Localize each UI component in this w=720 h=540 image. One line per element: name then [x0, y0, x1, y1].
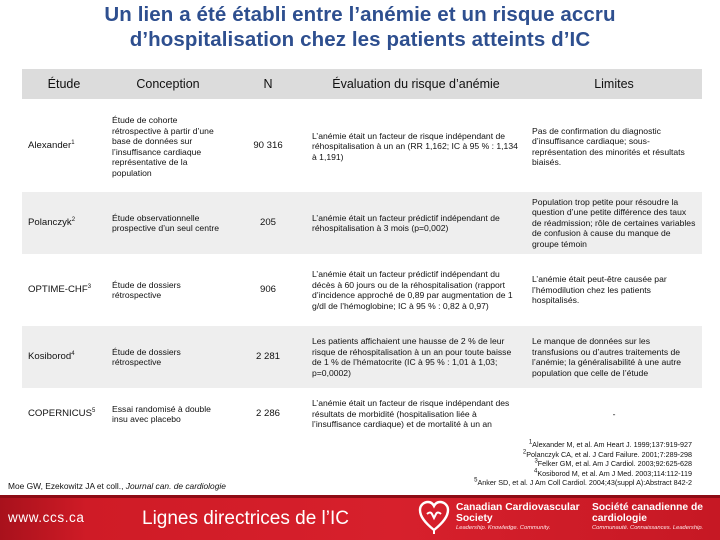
cell-design: Étude de dossiers rétrospective: [106, 326, 230, 388]
study-name: Alexander: [28, 140, 72, 152]
cell-study: [22, 100, 106, 192]
reference-item: [474, 459, 692, 469]
cell-assessment: L’anémie était un facteur prédictif indépendant du décès à 60 jours ou de la réhospitalisation (rapport d’incidence approché de 0,89 par augmentation de 1 g/dl de l’hémoglobine; IC à 95 % : 0,82 à 0,97): [306, 254, 526, 326]
cell-limits: Le manque de données sur les transfusions ou d’autres traitements de l’anémie; la généralisabilité à une autre population que celle de l’étude: [526, 326, 702, 388]
study-name: Polanczyk: [28, 216, 72, 228]
cell-assessment: L’anémie était un facteur de risque indépendant de réhospitalisation à un an (RR 1,162; IC à 95 % : 1,134 à 1,191): [306, 100, 526, 192]
table-row: [22, 192, 702, 254]
header-assessment: Évaluation du risque d’anémie: [306, 69, 526, 100]
study-name: Kosiborod: [28, 350, 72, 362]
cell-n: 90 316: [230, 100, 306, 192]
cell-assessment: L’anémie était un facteur de risque indépendant des résultats de morbidité (hospitalisation liée à l’insuffisance cardiaque) et de mortalité à un an: [306, 388, 526, 440]
cell-limits: Population trop petite pour résoudre la question d’une petite différence des taux de réadmission; rôle de certaines variables de confusion à cause du manque de groupe témoin: [526, 192, 702, 254]
brand-en-tagline: Leadership. Knowledge. Community.: [456, 525, 551, 531]
reference-num: 4: [534, 468, 538, 475]
study-name: COPERNICUS: [28, 407, 92, 419]
cell-n: 2 281: [230, 326, 306, 388]
study-ref: 5: [91, 407, 96, 414]
cell-study: [22, 388, 106, 440]
cell-design: Essai randomisé à double insu avec placebo: [106, 388, 230, 440]
table-row: [22, 326, 702, 388]
page-title: [0, 2, 720, 52]
header-design: Conception: [106, 69, 230, 100]
reference-num: 1: [528, 439, 533, 446]
cell-study: [22, 326, 106, 388]
footer-guidelines-title: Lignes directrices de l’IC: [142, 508, 349, 529]
reference-text: Alexander M, et al. Am Heart J. 1999;137:919-927: [532, 440, 692, 449]
header-study: Étude: [22, 69, 106, 100]
study-ref: 1: [71, 140, 75, 147]
cell-study: [22, 254, 106, 326]
table-row: [22, 100, 702, 192]
footer-stripe: [0, 495, 720, 498]
reference-text: Polanczyk CA, et al. J Card Failure. 2001;7:289-298: [526, 449, 692, 459]
references-list: [474, 440, 692, 488]
header-limits: Limites: [526, 69, 702, 100]
cell-assessment: Les patients affichaient une hausse de 2 % de leur risque de réhospitalisation à un an pour toute baisse de 1 % de l’hématocrite (IC à 95 % : 1,01 à 1,03; p=0,0002): [306, 326, 526, 388]
reference-item: [474, 450, 692, 460]
reference-item: [474, 478, 692, 488]
cell-design: Étude observationnelle prospective d’un seul centre: [106, 192, 230, 254]
brand-en-name: Canadian Cardiovascular Society: [456, 502, 580, 524]
studies-table-container: [22, 69, 702, 440]
reference-text: Felker GM, et al. Am J Cardiol. 2003;92:625-628: [537, 459, 692, 469]
study-name: OPTIME-CHF: [28, 283, 88, 295]
source-prefix: Moe GW, Ezekowitz JA et coll.,: [8, 481, 126, 491]
title-line-1: Un lien a été établi entre l’anémie et un risque accru: [104, 3, 616, 26]
website-link[interactable]: www.ccs.ca: [8, 510, 85, 525]
table-row: [22, 254, 702, 326]
source-journal: Journal can. de cardiologie: [125, 481, 226, 491]
reference-num: 3: [534, 458, 538, 465]
brand-english: [456, 502, 584, 532]
reference-item: [474, 440, 692, 450]
study-ref: 2: [71, 216, 76, 223]
cell-n: 906: [230, 254, 306, 326]
heart-hand-logo-icon: [418, 500, 450, 534]
table-row: [22, 388, 702, 440]
cell-limits: Pas de confirmation du diagnostic d’insuffisance cardiaque; sous-représentation des minorités et résultats biaisés.: [526, 100, 702, 192]
cell-study: [22, 192, 106, 254]
cell-n: 205: [230, 192, 306, 254]
title-line-2: d’hospitalisation chez les patients atteints d’IC: [129, 28, 591, 51]
cell-design: Étude de cohorte rétrospective à partir d’une base de données sur l’insuffisance cardiaque représentative de la population: [106, 100, 230, 192]
reference-text: Kosiborod M, et al. Am J Med. 2003;114:112-119: [537, 468, 692, 478]
cell-limits: -: [526, 388, 702, 440]
cell-design: Étude de dossiers rétrospective: [106, 254, 230, 326]
brand-french: [592, 502, 718, 532]
studies-table: [22, 69, 702, 440]
cell-assessment: L’anémie était un facteur prédictif indépendant de réhospitalisation à 3 mois (p=0,002): [306, 192, 526, 254]
reference-item: [474, 469, 692, 479]
header-n: N: [230, 69, 306, 100]
reference-num: 2: [522, 449, 527, 456]
reference-text: Anker SD, et al. J Am Coll Cardiol. 2004;43(suppl A):Abstract 842-2: [477, 478, 692, 488]
table-header-row: [22, 69, 702, 100]
brand-fr-tagline: Communauté. Connaissances. Leadership.: [592, 525, 704, 531]
study-ref: 3: [87, 283, 92, 290]
source-citation: [8, 481, 226, 491]
brand-fr-name: Société canadienne de cardiologie: [592, 502, 704, 524]
cell-limits: L’anémie était peut-être causée par l’hémodilution chez les patients hospitalisés.: [526, 254, 702, 326]
study-ref: 4: [71, 350, 75, 357]
cell-n: 2 286: [230, 388, 306, 440]
reference-num: 5: [474, 477, 478, 484]
